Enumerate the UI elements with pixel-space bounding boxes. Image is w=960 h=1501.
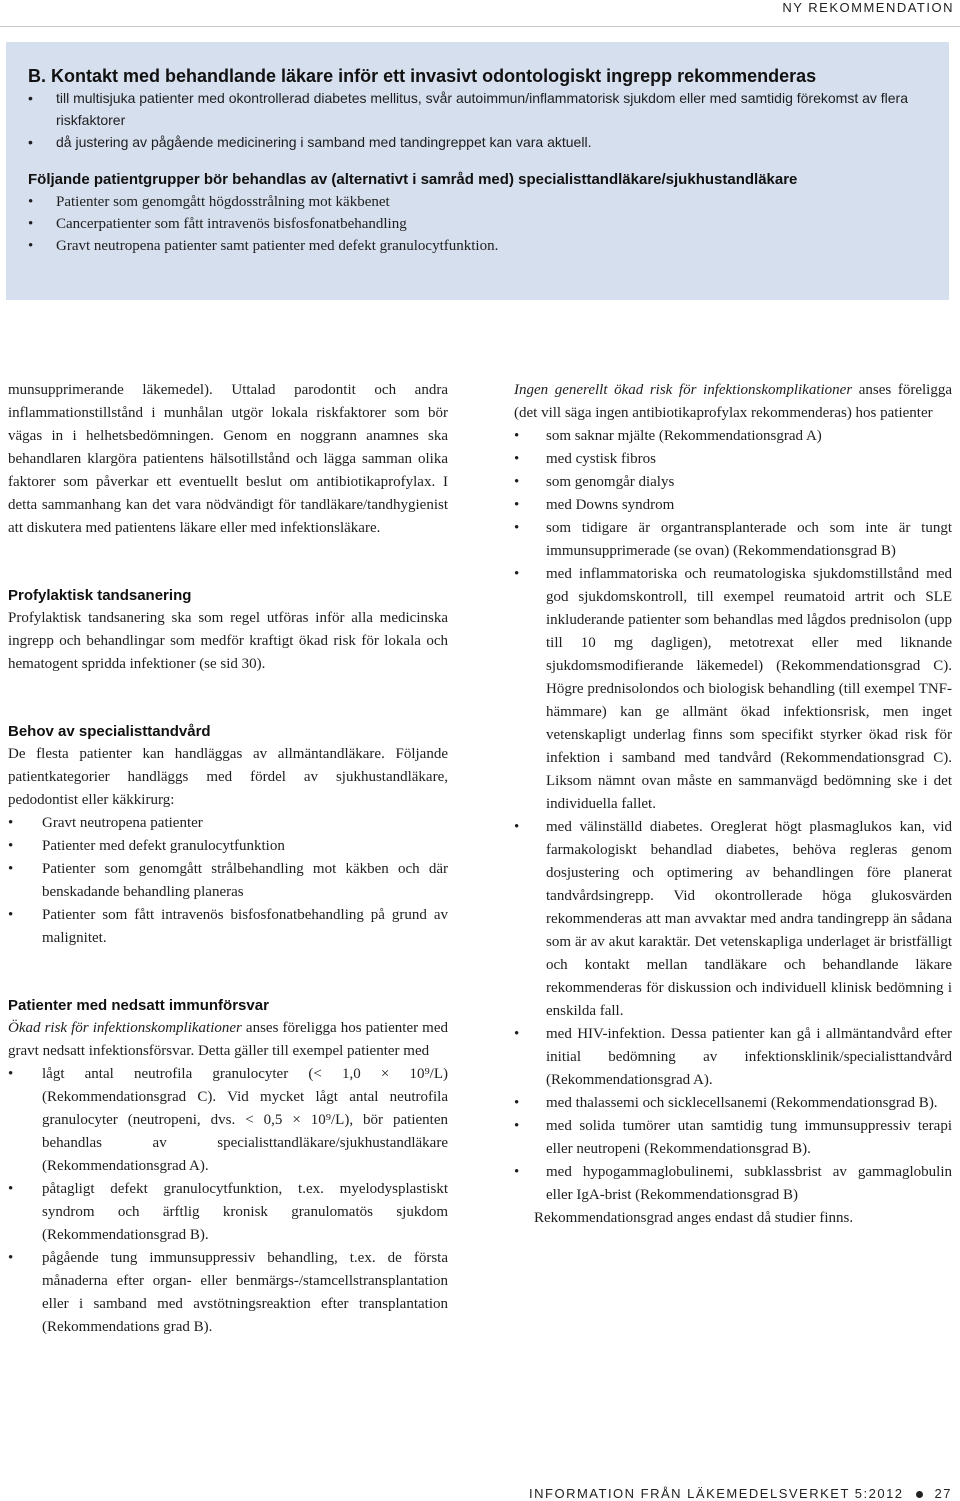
list-item: • Cancerpatienter som fått intravenös bisfosfonatbehandling xyxy=(28,213,927,235)
paragraph-text: anses föreligga hos patienter med gravt nedsatt infektionsförsvar. Detta gäller till exempel patienter med xyxy=(8,1020,448,1059)
list-item: • med hypogammaglobulinemi, subklassbrist av gammaglobulin eller IgA-brist (Rekommendationsgrad B) xyxy=(514,1161,952,1207)
list-item: • som genomgår dialys xyxy=(514,471,952,494)
list-item: • Gravt neutropena patienter samt patienter med defekt granulocytfunktion. xyxy=(28,235,927,257)
header-divider xyxy=(0,26,960,27)
footnote: Rekommendationsgrad anges endast då studier finns. xyxy=(534,1210,854,1226)
intro-paragraph xyxy=(514,379,952,425)
paragraph-text: anses föreligga (det vill säga ingen antibiotikaprofylax rekommenderas) hos patienter xyxy=(514,382,952,421)
list-item: • Patienter som fått intravenös bisfosfonatbehandling på grund av malignitet. xyxy=(8,904,448,950)
left-column xyxy=(8,379,448,1339)
list-item: • med cystisk fibros xyxy=(514,448,952,471)
box-subtitle: Följande patientgrupper bör behandlas av (alternativt i samråd med) specialisttandläkare/sjukhustandläkare xyxy=(28,171,798,188)
section-heading-immunforsvar: Patienter med nedsatt immunförsvar xyxy=(8,997,269,1014)
list-item: • då justering av pågående medicinering i samband med tandingreppet kan vara aktuell. xyxy=(28,131,927,153)
recommendation-box xyxy=(6,42,949,300)
list-item: • med välinställd diabetes. Oreglerat högt plasmaglukos kan, vid farmakologiskt behandlad diabetes, behöva regleras genom dosjustering och optimering av behandlingen före planerat tandvårdsingrepp. Vid okontrollerade höga glukosvärden rekommenderas att man avvaktar med andra tandingrepp än sådana som är av akut karaktär. Det vetenskapliga underlaget är bristfälligt och kontakt mellan tandläkare och behandlande läkare rekommenderas för diskussion och individuell klinisk bedömning i enskilda fall. xyxy=(514,816,952,1023)
section-paragraph: Profylaktisk tandsanering ska som regel utföras inför alla medicinska ingrepp och behandlingar som medför kraftigt ökad risk för lokala och hematogent spridda infektioner (se sid 30). xyxy=(8,610,448,672)
separator-dot xyxy=(916,1491,923,1498)
list-item: • som tidigare är organtransplanterade och som inte är tungt immunsupprimerade (se ovan) (Rekommendationsgrad B) xyxy=(514,517,952,563)
section-paragraph xyxy=(8,1017,448,1063)
section-paragraph: De flesta patienter kan handläggas av allmäntandläkare. Följande patientkategorier handläggs med fördel av sjukhustandläkare, pedodontist eller käkkirurg: xyxy=(8,746,448,808)
publication-title: INFORMATION FRÅN LÄKEMEDELSVERKET 5:2012 xyxy=(529,1486,904,1501)
page-footer xyxy=(529,1486,952,1501)
list-item: • till multisjuka patienter med okontrollerad diabetes mellitus, svår autoimmun/inflammatorisk sjukdom eller med samtidig förekomst av flera riskfaktorer xyxy=(28,87,927,131)
list-item: • med HIV-infektion. Dessa patienter kan gå i allmäntandvård efter initial bedömning av infektionsklinik/specialisttandvård (Rekommendationsgrad A). xyxy=(514,1023,952,1092)
list-item: • Gravt neutropena patienter xyxy=(8,812,448,835)
intro-paragraph: munsupprimerande läkemedel). Uttalad parodontit och andra inflammationstillstånd i munhålan utgör lokala riskfaktorer som bör vägas in i helhetsbedömningen. Genom en noggrann anamnes ska behandlaren klargöra patientens hälsotillstånd och lägga samman olika faktorer som påverkar ett eventuellt beslut om antibiotikaprofylax. I detta sammanhang kan det vara nödvändigt för tandläkare/tandhygienist att diskutera med patientens läkare eller med infektionsläkare. xyxy=(8,382,448,536)
list-item: • med solida tumörer utan samtidig tung immunsuppressiv terapi eller neutropeni (Rekommendationsgrad B). xyxy=(514,1115,952,1161)
list-item: • Patienter som genomgått strålbehandling mot käkben och där benskadande behandling planeras xyxy=(8,858,448,904)
box-title: B. Kontakt med behandlande läkare inför ett invasivt odontologiskt ingrepp rekommenderas xyxy=(28,66,817,86)
list-item: • Patienter som genomgått högdosstrålning mot käkbenet xyxy=(28,191,927,213)
immun-list xyxy=(8,1063,448,1339)
list-item: • pågående tung immunsuppressiv behandling, t.ex. de första månaderna efter organ- eller benmärgs-/stamcellstransplantation eller i samband med avstötningsreaktion efter transplantation (Rekommendations grad B). xyxy=(8,1247,448,1339)
list-item: • som saknar mjälte (Rekommendationsgrad A) xyxy=(514,425,952,448)
list-item: • med inflammatoriska och reumatologiska sjukdomstillstånd med god sjukdomskontroll, till exempel reumatoid artrit och SLE inkluderande patienter som behandlas med lågdos prednisolon (upp till 10 mg dagligen), metotrexat eller med liknande sjukdomsmodifierande läkemedel) (Rekommendationsgrad C). Högre prednisolondos och biologisk behandling (till exempel TNF-hämmare) kan ge allmänt ökad infektionsrisk, men inget vetenskapligt underlag finns som specifikt styrker ökad risk för infektion i samband med tandvård (Rekommendationsgrad C). Liksom nämnt ovan måste en sammanvägd bedömning ske i det individuella fallet. xyxy=(514,563,952,816)
right-column xyxy=(514,379,952,1230)
list-item: • lågt antal neutrofila granulocyter (< 1,0 × 10⁹/L) (Rekommendationsgrad C). Vid mycket lågt antal neutrofila granulocyter (neutropeni, dvs. < 0,5 × 10⁹/L), bör patienten behandlas av specialisttandläkare/sjukhustandläkare (Rekommendationsgrad A). xyxy=(8,1063,448,1178)
specialist-list xyxy=(8,812,448,950)
page-number: 27 xyxy=(934,1486,952,1501)
list-item: • med Downs syndrom xyxy=(514,494,952,517)
box-sublist xyxy=(28,191,927,257)
section-heading-specialist: Behov av specialisttandvård xyxy=(8,723,211,740)
list-item: • med thalassemi och sicklecellsanemi (Rekommendationsgrad B). xyxy=(514,1092,952,1115)
section-tag: NY REKOMMENDATION xyxy=(782,0,954,15)
risk-list xyxy=(514,425,952,1207)
emphasis-text: Ingen generellt ökad risk för infektionskomplikationer xyxy=(514,382,853,398)
emphasis-text: Ökad risk för infektionskomplikationer xyxy=(8,1020,242,1036)
list-item: • påtagligt defekt granulocytfunktion, t.ex. myelodysplastiskt syndrom och ärftlig kronisk granulomatös sjukdom (Rekommendationsgrad B). xyxy=(8,1178,448,1247)
section-heading-profylaktisk: Profylaktisk tandsanering xyxy=(8,587,192,604)
box-list xyxy=(28,87,927,153)
list-item: • Patienter med defekt granulocytfunktion xyxy=(8,835,448,858)
